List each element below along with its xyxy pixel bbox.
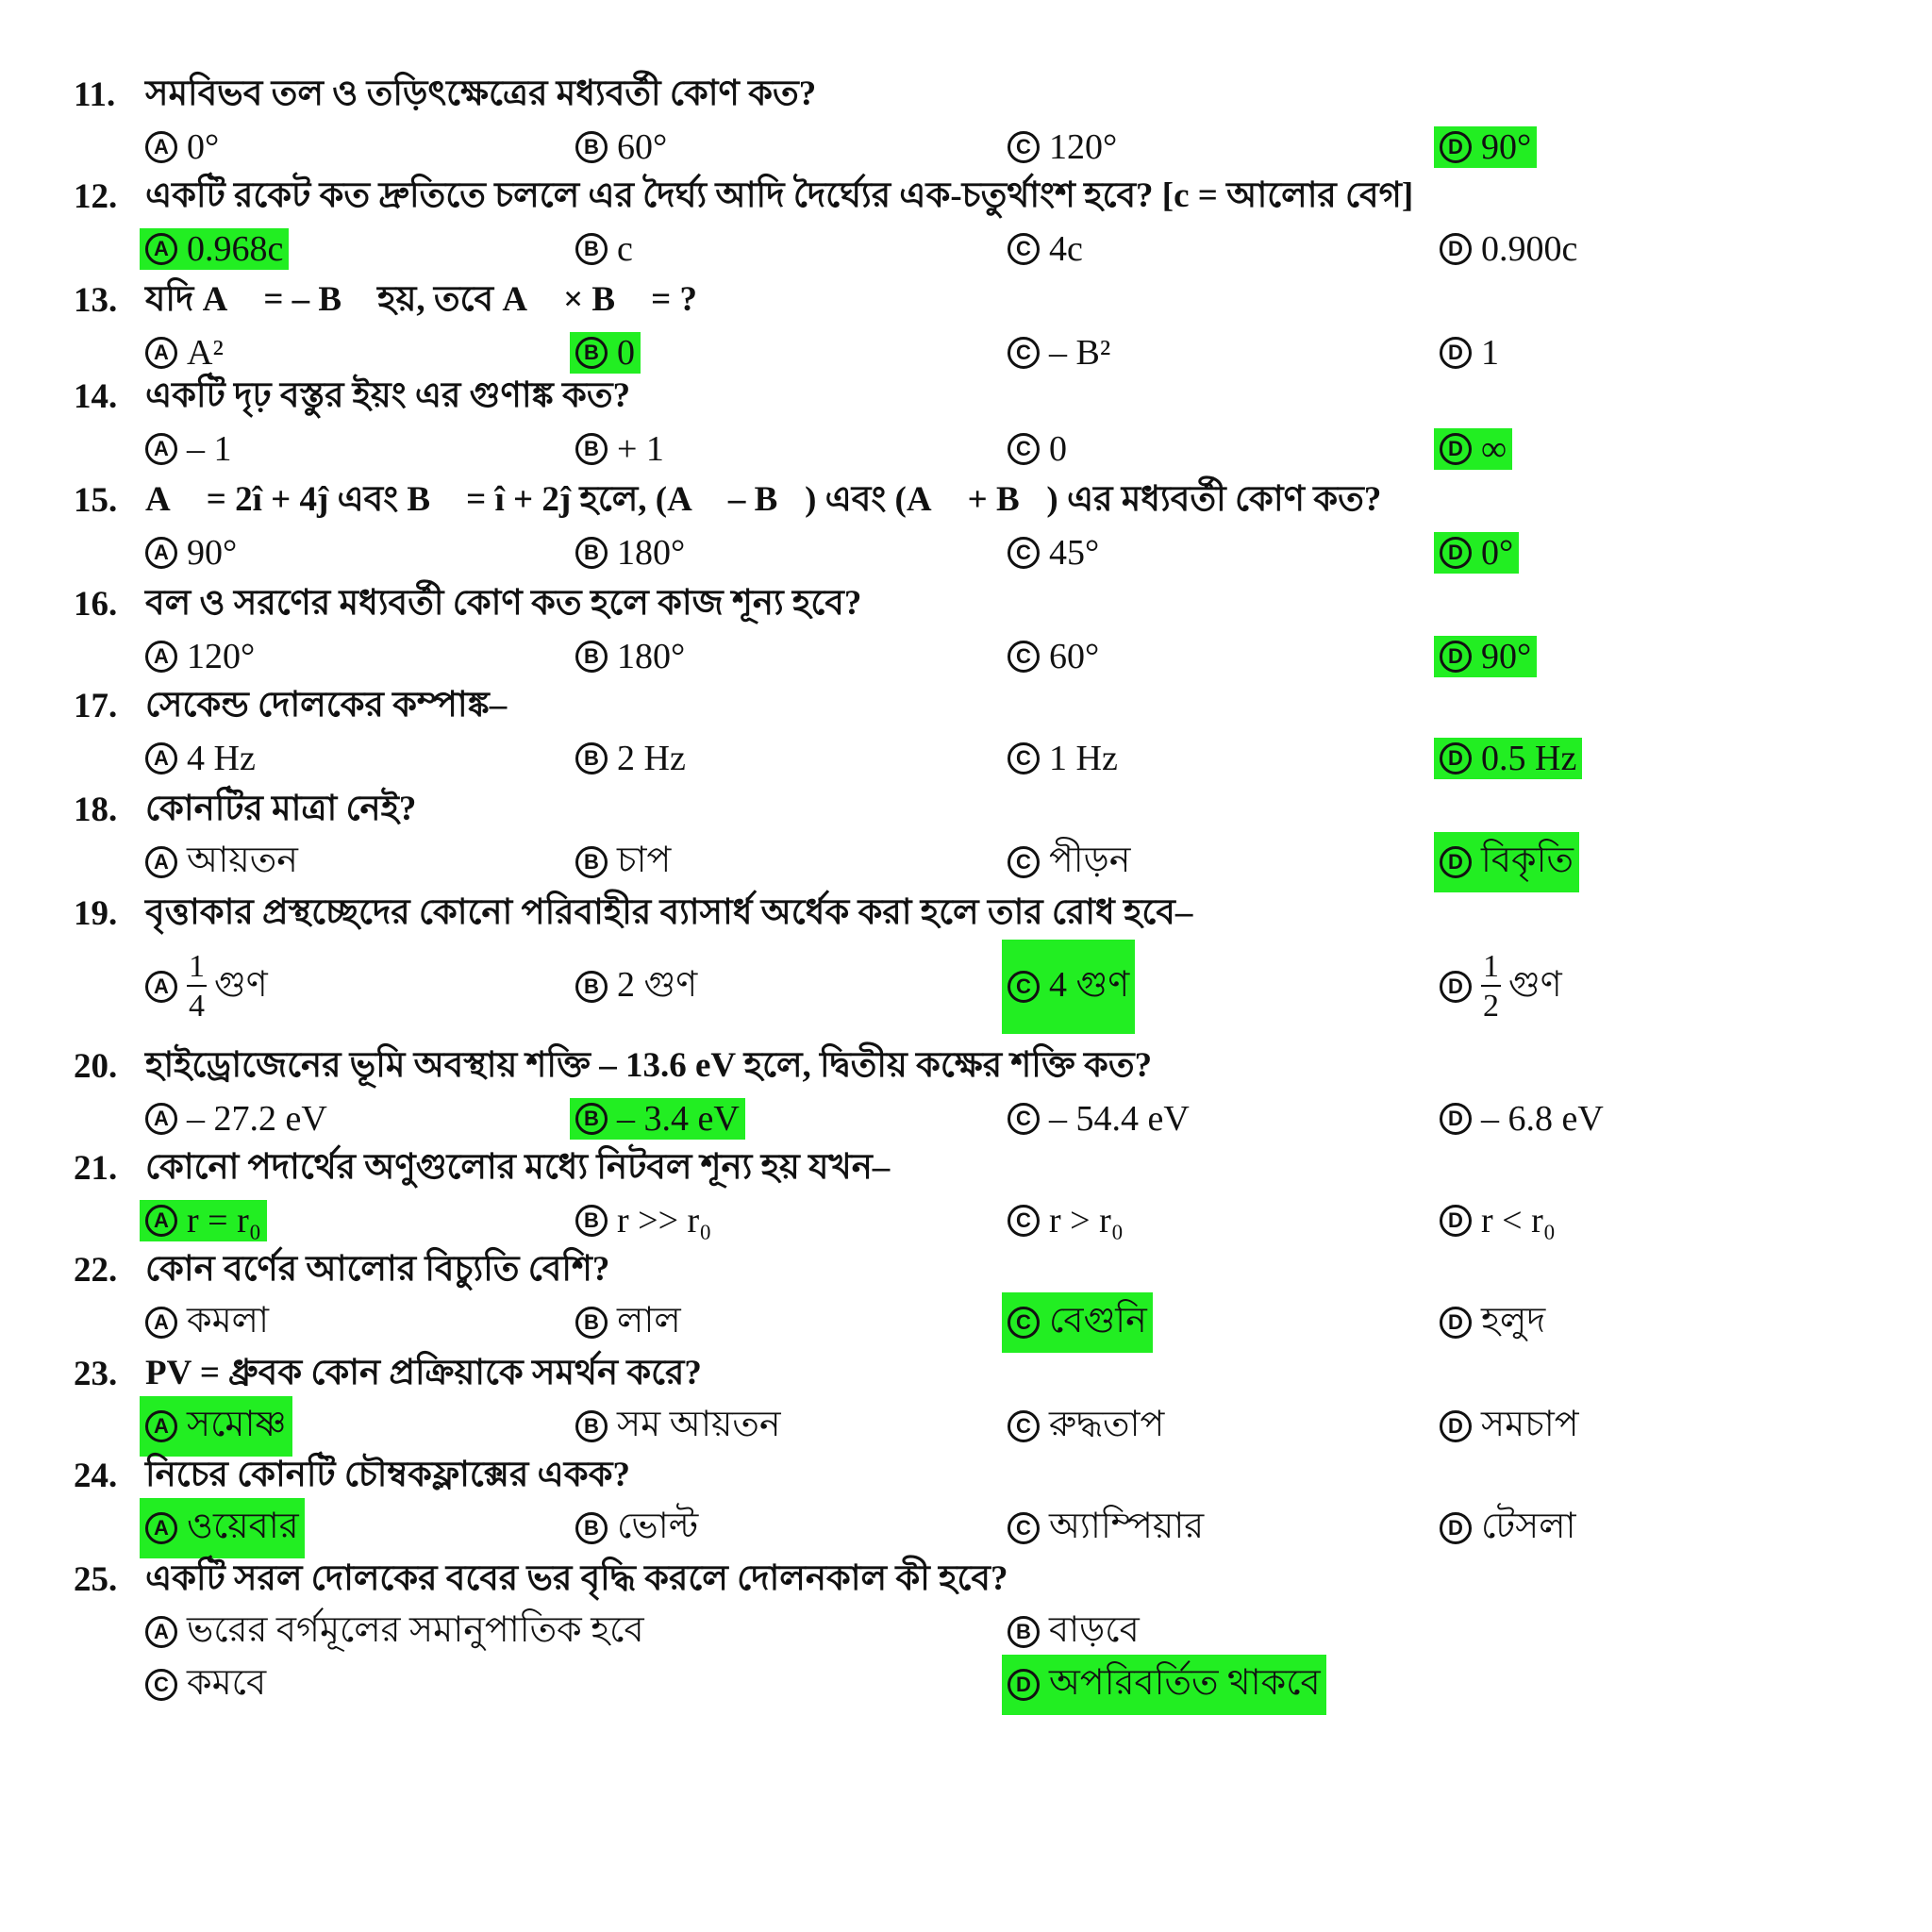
options-row	[74, 1296, 1904, 1349]
question-number: 13.	[74, 280, 118, 320]
option-text: বেগুনি	[1049, 1301, 1147, 1341]
option-text: গুণ	[1508, 965, 1562, 1005]
option-a[interactable]	[145, 526, 237, 579]
option-d[interactable]	[1440, 1092, 1604, 1145]
option-letter-circle: A	[145, 742, 177, 774]
option-letter-circle: D	[1440, 971, 1472, 1003]
option-text: চাপ	[617, 841, 672, 880]
question-line	[74, 370, 1904, 423]
option-letter-circle: C	[1008, 337, 1040, 369]
options-row	[74, 1606, 1904, 1658]
option-text: বিকৃতি	[1481, 841, 1574, 880]
option-d[interactable]	[1440, 121, 1537, 174]
option-letter-circle: A	[145, 433, 177, 465]
question-line	[74, 577, 1904, 630]
option-text: 45°	[1049, 533, 1100, 573]
question-number: 21.	[74, 1148, 118, 1188]
options-row	[74, 732, 1904, 785]
option-content	[1008, 532, 1099, 574]
option-letter-circle: B	[575, 433, 608, 465]
option-text: 120°	[1049, 127, 1118, 167]
option-text: ভোল্ট	[617, 1507, 699, 1546]
option-text: 180°	[617, 533, 686, 573]
option-text: 2 গুণ	[617, 965, 698, 1005]
option-text: c	[617, 229, 633, 269]
question-line	[74, 1347, 1904, 1400]
option-text: 0°	[1481, 533, 1514, 573]
option-a[interactable]	[145, 732, 256, 785]
option-letter-circle: C	[1008, 131, 1040, 163]
option-a[interactable]	[145, 1606, 644, 1658]
question-block	[74, 1141, 1904, 1247]
option-content	[1440, 332, 1499, 374]
option-letter-circle: D	[1440, 433, 1472, 465]
options-row	[74, 940, 1904, 1034]
option-letter-circle: B	[575, 1512, 608, 1544]
option-text: 0.900c	[1481, 229, 1578, 269]
option-text: 4 গুণ	[1049, 965, 1130, 1005]
option-content	[1008, 636, 1099, 677]
option-letter-circle: D	[1440, 1205, 1472, 1237]
option-b[interactable]	[575, 940, 697, 1034]
option-letter-circle: D	[1440, 1103, 1472, 1135]
option-content	[145, 1602, 644, 1662]
option-letter-circle: C	[1008, 537, 1040, 569]
question-line	[74, 1040, 1904, 1092]
question-number: 23.	[74, 1354, 118, 1393]
option-letter-circle: D	[1008, 1669, 1040, 1701]
question-block	[74, 577, 1904, 683]
option-letter-circle: D	[1440, 337, 1472, 369]
option-text: r = r₀	[187, 1201, 261, 1241]
option-letter-circle: A	[145, 846, 177, 878]
question-line	[74, 1243, 1904, 1296]
options-row	[74, 423, 1904, 475]
fraction	[1481, 951, 1501, 1023]
correct-answer-highlight	[1002, 1292, 1153, 1353]
correct-answer-highlight	[1002, 940, 1135, 1034]
option-letter-circle: B	[575, 233, 608, 265]
option-content	[1440, 1098, 1604, 1140]
option-content	[1008, 1498, 1204, 1558]
correct-answer-highlight	[1434, 532, 1519, 574]
option-letter-circle: B	[575, 971, 608, 1003]
question-text: হাইড্রোজেনের ভূমি অবস্থায় শক্তি – 13.6 eV হলে, দ্বিতীয় কক্ষের শক্তি কত?	[145, 1045, 1153, 1085]
correct-answer-highlight	[570, 1098, 745, 1140]
question-block	[74, 68, 1904, 174]
question-number: 11.	[74, 75, 116, 114]
question-text: কোনটির মাত্রা নেই?	[145, 789, 417, 828]
option-d[interactable]	[1440, 940, 1562, 1034]
question-text: কোনো পদার্থের অণুগুলোর মধ্যে নিটবল শূন্য হয় যখন–	[145, 1147, 891, 1187]
question-block	[74, 783, 1904, 889]
option-letter-circle: A	[145, 1205, 177, 1237]
option-b[interactable]	[575, 630, 685, 683]
question-line	[74, 170, 1904, 223]
correct-answer-highlight	[1434, 428, 1512, 470]
correct-answer-highlight	[1434, 738, 1582, 779]
option-letter-circle: A	[145, 1616, 177, 1648]
question-number: 16.	[74, 584, 118, 624]
question-block	[74, 274, 1904, 379]
options-row	[74, 1658, 1904, 1711]
option-text: 60°	[1049, 637, 1100, 676]
option-text: 4 Hz	[187, 739, 256, 778]
option-content	[1440, 1292, 1545, 1353]
option-b[interactable]	[575, 223, 633, 275]
question-number: 12.	[74, 176, 118, 216]
option-content	[1008, 1396, 1164, 1457]
option-content	[1440, 228, 1577, 270]
option-content	[1008, 1098, 1190, 1140]
question-number: 17.	[74, 686, 118, 725]
option-letter-circle: A	[145, 131, 177, 163]
option-content	[1440, 1200, 1556, 1241]
option-text: পীড়ন	[1049, 841, 1131, 880]
option-letter-circle: A	[145, 641, 177, 673]
option-text: A²	[187, 333, 224, 373]
option-text: ওয়েবার	[187, 1507, 299, 1546]
correct-answer-highlight	[1434, 832, 1579, 892]
option-text: 120°	[187, 637, 256, 676]
option-letter-circle: B	[575, 1307, 608, 1339]
option-letter-circle: D	[1440, 1410, 1472, 1442]
option-letter-circle: D	[1440, 233, 1472, 265]
question-line	[74, 274, 1904, 326]
options-row	[74, 223, 1904, 275]
question-number: 22.	[74, 1250, 118, 1290]
question-block	[74, 887, 1904, 1034]
option-b[interactable]	[575, 423, 664, 475]
option-letter-circle: D	[1440, 641, 1472, 673]
option-content	[145, 1655, 266, 1715]
option-c[interactable]	[1008, 940, 1135, 1034]
option-text: 0.5 Hz	[1481, 739, 1577, 778]
option-content	[1008, 1200, 1124, 1241]
option-b[interactable]	[575, 836, 671, 889]
question-line	[74, 1141, 1904, 1194]
option-content	[1008, 332, 1110, 374]
question-block	[74, 1449, 1904, 1555]
option-text: – 3.4 eV	[617, 1099, 740, 1139]
question-text: যদি A⃗ = – B⃗ হয়, তবে A⃗ × B⃗ = ?	[145, 279, 697, 319]
option-text: লাল	[617, 1301, 681, 1341]
option-c[interactable]	[1008, 836, 1130, 889]
question-text: একটি দৃঢ় বস্তুর ইয়ং এর গুণাঙ্ক কত?	[145, 375, 631, 415]
option-content	[1008, 1602, 1140, 1662]
question-line	[74, 679, 1904, 732]
option-content	[145, 636, 255, 677]
option-a[interactable]	[145, 1296, 269, 1349]
option-letter-circle: A	[145, 233, 177, 265]
option-content	[575, 738, 686, 779]
option-content	[575, 428, 664, 470]
correct-answer-highlight	[1002, 1655, 1326, 1715]
option-text: 2 Hz	[617, 739, 686, 778]
question-text: PV = ধ্রুবক কোন প্রক্রিয়াকে সমর্থন করে?	[145, 1353, 702, 1392]
option-d[interactable]	[1440, 526, 1519, 579]
option-d[interactable]	[1440, 630, 1537, 683]
question-text: বৃত্তাকার প্রস্থচ্ছেদের কোনো পরিবাহীর ব্যাসার্ধ অর্ধেক করা হলে তার রোধ হবে–	[145, 892, 1193, 932]
question-text: কোন বর্ণের আলোর বিচ্যুতি বেশি?	[145, 1249, 610, 1289]
correct-answer-highlight	[140, 1200, 267, 1241]
options-row	[74, 836, 1904, 889]
option-c[interactable]	[1008, 1296, 1153, 1349]
question-number: 14.	[74, 376, 118, 416]
option-content	[1008, 428, 1067, 470]
option-letter-circle: D	[1440, 846, 1472, 878]
option-text: – 6.8 eV	[1481, 1099, 1604, 1139]
option-text: 0	[617, 333, 635, 373]
option-content	[1440, 951, 1562, 1023]
correct-answer-highlight	[1434, 126, 1537, 168]
option-text: টেসলা	[1481, 1507, 1576, 1546]
option-content	[575, 1200, 711, 1241]
question-line	[74, 474, 1904, 526]
option-c[interactable]	[1008, 1502, 1204, 1555]
option-content	[1440, 1498, 1576, 1558]
fraction-numerator: 1	[1481, 951, 1501, 987]
option-text: গুণ	[214, 965, 268, 1005]
option-letter-circle: A	[145, 337, 177, 369]
option-letter-circle: B	[575, 1103, 608, 1135]
option-letter-circle: A	[145, 1410, 177, 1442]
option-letter-circle: B	[575, 641, 608, 673]
question-block	[74, 679, 1904, 785]
fraction-denominator: 4	[189, 989, 205, 1024]
option-d[interactable]	[1440, 1194, 1556, 1247]
option-b[interactable]	[575, 526, 685, 579]
option-content	[145, 428, 232, 470]
option-letter-circle: C	[1008, 433, 1040, 465]
option-letter-circle: D	[1440, 537, 1472, 569]
option-text: অ্যাম্পিয়ার	[1049, 1507, 1205, 1546]
option-letter-circle: B	[575, 846, 608, 878]
option-a[interactable]	[145, 423, 232, 475]
option-d[interactable]	[1440, 732, 1582, 785]
option-letter-circle: C	[1008, 1512, 1040, 1544]
option-d[interactable]	[1440, 423, 1512, 475]
option-letter-circle: D	[1440, 1307, 1472, 1339]
option-c[interactable]	[1008, 223, 1083, 275]
option-text: 0.968c	[187, 229, 284, 269]
option-content	[145, 1098, 327, 1140]
option-text: 0°	[187, 127, 220, 167]
option-d[interactable]	[1440, 836, 1579, 889]
option-content	[145, 738, 256, 779]
question-block	[74, 474, 1904, 579]
option-text: – 1	[187, 429, 232, 469]
option-letter-circle: A	[145, 971, 177, 1003]
option-text: – 27.2 eV	[187, 1099, 327, 1139]
question-text: সেকেন্ড দোলকের কম্পাঙ্ক–	[145, 685, 508, 724]
option-text: 90°	[187, 533, 238, 573]
option-letter-circle: A	[145, 1512, 177, 1544]
question-number: 20.	[74, 1046, 118, 1086]
option-text: ∞	[1481, 429, 1507, 469]
option-letter-circle: A	[145, 1307, 177, 1339]
option-text: হলুদ	[1481, 1301, 1546, 1341]
option-letter-circle: B	[575, 337, 608, 369]
question-text: A⃗ = 2î + 4ĵ এবং B⃗ = î + 2ĵ হলে, (A⃗ – B⃗) এবং (A⃗ + B⃗) এর মধ্যবর্তী কোণ কত?	[145, 479, 1382, 519]
option-b[interactable]	[575, 732, 686, 785]
option-letter-circle: A	[145, 537, 177, 569]
option-text: বাড়বে	[1049, 1610, 1140, 1650]
question-line	[74, 1553, 1904, 1606]
option-text: আয়তন	[187, 841, 298, 880]
option-text: কমবে	[187, 1663, 267, 1703]
option-letter-circle: B	[575, 1410, 608, 1442]
option-text: ভরের বর্গমূলের সমানুপাতিক হবে	[187, 1610, 644, 1650]
option-text: 180°	[617, 637, 686, 676]
option-letter-circle: C	[1008, 641, 1040, 673]
option-d[interactable]	[1008, 1658, 1326, 1711]
option-a[interactable]	[145, 223, 289, 275]
option-content	[575, 228, 633, 270]
question-block	[74, 370, 1904, 475]
fraction-denominator: 2	[1483, 989, 1499, 1024]
option-b[interactable]	[1008, 1606, 1140, 1658]
option-content	[575, 957, 697, 1017]
question-number: 15.	[74, 480, 118, 520]
question-number: 25.	[74, 1559, 118, 1599]
option-a[interactable]	[145, 1502, 305, 1555]
option-text: সমচাপ	[1481, 1405, 1579, 1444]
option-letter-circle: B	[1008, 1616, 1040, 1648]
option-c[interactable]	[1008, 630, 1099, 683]
correct-answer-highlight	[140, 228, 289, 270]
option-c[interactable]	[145, 1658, 266, 1711]
correct-answer-highlight	[1434, 636, 1537, 677]
option-content	[575, 532, 685, 574]
question-line	[74, 1449, 1904, 1502]
option-c[interactable]	[1008, 1400, 1164, 1453]
option-letter-circle: D	[1440, 1512, 1472, 1544]
option-text: অপরিবর্তিত থাকবে	[1049, 1663, 1321, 1703]
fraction	[187, 951, 207, 1023]
option-content	[1008, 228, 1083, 270]
option-c[interactable]	[1008, 526, 1099, 579]
option-letter-circle: D	[1440, 131, 1472, 163]
option-content	[1440, 1396, 1579, 1457]
question-number: 24.	[74, 1456, 118, 1495]
option-content	[1008, 126, 1117, 168]
question-number: 19.	[74, 893, 118, 933]
option-text: 60°	[617, 127, 668, 167]
option-text: 4c	[1049, 229, 1083, 269]
option-letter-circle: C	[1008, 1410, 1040, 1442]
option-letter-circle: C	[1008, 1205, 1040, 1237]
question-block	[74, 1347, 1904, 1453]
option-letter-circle: C	[1008, 1307, 1040, 1339]
option-b[interactable]	[575, 1296, 681, 1349]
option-c[interactable]	[1008, 423, 1067, 475]
option-letter-circle: A	[145, 1103, 177, 1135]
option-content	[145, 951, 268, 1023]
option-text: 0	[1049, 429, 1067, 469]
question-block	[74, 1243, 1904, 1349]
option-content	[575, 126, 667, 168]
option-text: – B²	[1049, 333, 1111, 373]
option-content	[145, 126, 219, 168]
option-text: r >> r₀	[617, 1201, 712, 1241]
option-text: 90°	[1481, 127, 1532, 167]
option-d[interactable]	[1440, 223, 1577, 275]
question-block	[74, 1553, 1904, 1711]
option-c[interactable]	[1008, 1092, 1190, 1145]
option-d[interactable]	[1440, 1400, 1579, 1453]
option-content	[575, 636, 685, 677]
option-text: 1 Hz	[1049, 739, 1118, 778]
option-letter-circle: B	[575, 742, 608, 774]
question-line	[74, 887, 1904, 940]
option-letter-circle: B	[575, 1205, 608, 1237]
option-letter-circle: C	[1008, 846, 1040, 878]
option-content	[145, 532, 237, 574]
option-text: 90°	[1481, 637, 1532, 676]
option-letter-circle: D	[1440, 742, 1472, 774]
question-text: নিচের কোনটি চৌম্বকফ্লাক্সের একক?	[145, 1455, 630, 1494]
option-text: কমলা	[187, 1301, 270, 1341]
question-text: একটি সরল দোলকের ববের ভর বৃদ্ধি করলে দোলনকাল কী হবে?	[145, 1558, 1008, 1598]
question-text: বল ও সরণের মধ্যবর্তী কোণ কত হলে কাজ শূন্য হবে?	[145, 583, 862, 623]
fraction-numerator: 1	[187, 951, 207, 987]
option-text: + 1	[617, 429, 664, 469]
question-text: একটি রকেট কত দ্রুতিতে চললে এর দৈর্ঘ্য আদি দৈর্ঘ্যের এক-চতুর্থাংশ হবে? [c = আলোর বেগ]	[145, 175, 1414, 215]
option-text: সম আয়তন	[617, 1405, 781, 1444]
question-block	[74, 1040, 1904, 1145]
question-text: সমবিভব তল ও তড়িৎক্ষেত্রের মধ্যবর্তী কোণ কত?	[145, 74, 817, 113]
option-letter-circle: C	[145, 1669, 177, 1701]
option-text: সমোষ্ণ	[187, 1405, 287, 1444]
option-letter-circle: C	[1008, 971, 1040, 1003]
option-letter-circle: B	[575, 537, 608, 569]
option-d[interactable]	[1440, 1502, 1576, 1555]
question-number: 18.	[74, 790, 118, 829]
option-a[interactable]	[145, 940, 268, 1034]
options-row	[74, 526, 1904, 579]
option-letter-circle: B	[575, 131, 608, 163]
question-block	[74, 170, 1904, 275]
option-text: 1	[1481, 333, 1499, 373]
option-text: r < r₀	[1481, 1201, 1556, 1241]
option-a[interactable]	[145, 836, 298, 889]
option-content	[1008, 738, 1118, 779]
option-text: r > r₀	[1049, 1201, 1124, 1241]
option-b[interactable]	[575, 1502, 698, 1555]
option-c[interactable]	[1008, 1194, 1124, 1247]
option-c[interactable]	[1008, 732, 1118, 785]
options-row	[74, 1502, 1904, 1555]
option-letter-circle: C	[1008, 233, 1040, 265]
option-text: রুদ্ধতাপ	[1049, 1405, 1165, 1444]
option-text: – 54.4 eV	[1049, 1099, 1190, 1139]
option-d[interactable]	[1440, 1296, 1545, 1349]
question-line	[74, 68, 1904, 121]
question-line	[74, 783, 1904, 836]
option-letter-circle: C	[1008, 742, 1040, 774]
option-letter-circle: C	[1008, 1103, 1040, 1135]
